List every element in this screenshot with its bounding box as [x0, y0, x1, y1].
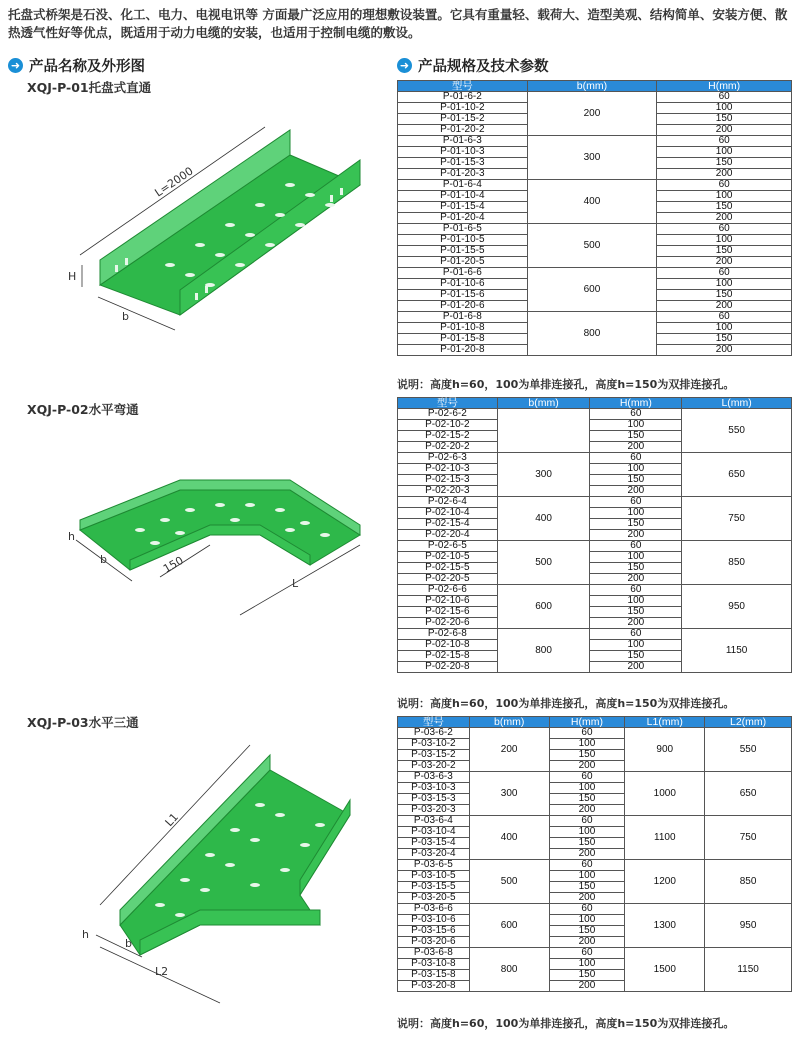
l-cell: 1150	[682, 629, 792, 673]
l1-cell: 1200	[625, 860, 705, 904]
model-cell: P-01-6-6	[398, 268, 528, 279]
arrow-right-icon: ➜	[397, 58, 412, 73]
table-row	[398, 585, 792, 596]
model-cell: P-03-6-2	[398, 728, 470, 739]
l1-cell: 1000	[625, 772, 705, 816]
model-cell: P-01-20-2	[398, 125, 528, 136]
height-cell: 60	[590, 497, 682, 508]
width-cell: 600	[527, 268, 657, 312]
dim-length-2: L2	[155, 965, 169, 978]
height-cell: 200	[657, 169, 792, 180]
dim-height: h	[82, 928, 89, 941]
section-specs	[397, 55, 549, 76]
horizontal-elbow-figure	[60, 475, 380, 620]
dim-height: H	[68, 270, 77, 283]
table-row	[398, 497, 792, 508]
model-cell: P-02-15-5	[398, 563, 498, 574]
height-cell: 200	[590, 662, 682, 673]
width-cell: 400	[497, 497, 590, 541]
model-cell: P-02-15-6	[398, 607, 498, 618]
model-cell: P-01-15-3	[398, 158, 528, 169]
model-cell: P-03-20-3	[398, 805, 470, 816]
model-cell: P-01-20-6	[398, 301, 528, 312]
height-cell: 150	[657, 202, 792, 213]
height-cell: 100	[657, 191, 792, 202]
table-row	[398, 816, 792, 827]
model-cell: P-03-15-2	[398, 750, 470, 761]
height-cell: 100	[590, 640, 682, 651]
l1-cell: 1300	[625, 904, 705, 948]
model-cell: P-02-6-6	[398, 585, 498, 596]
model-cell: P-01-15-2	[398, 114, 528, 125]
height-cell: 150	[549, 882, 625, 893]
l1-cell: 900	[625, 728, 705, 772]
height-cell: 60	[590, 409, 682, 420]
height-cell: 150	[657, 114, 792, 125]
model-cell: P-01-10-8	[398, 323, 528, 334]
table-header-row	[398, 717, 792, 728]
height-cell: 100	[657, 235, 792, 246]
height-cell: 100	[549, 871, 625, 882]
model-cell: P-03-10-4	[398, 827, 470, 838]
header-b: b(mm)	[497, 398, 590, 409]
model-cell: P-01-15-5	[398, 246, 528, 257]
l-cell: 650	[682, 453, 792, 497]
product-label-02: XQJ-P-02水平弯通	[27, 402, 139, 417]
table2-note: 说明：高度h=60，100为单排连接孔，高度h=150为双排连接孔。	[397, 697, 735, 710]
table-header-row	[398, 398, 792, 409]
model-cell: P-02-15-4	[398, 519, 498, 530]
width-cell: 300	[527, 136, 657, 180]
width-cell: 200	[469, 728, 549, 772]
height-cell: 150	[549, 838, 625, 849]
model-cell: P-03-6-6	[398, 904, 470, 915]
height-cell: 200	[549, 893, 625, 904]
model-cell: P-03-15-4	[398, 838, 470, 849]
model-cell: P-01-6-4	[398, 180, 528, 191]
dim-length: L=2000	[152, 164, 196, 200]
width-cell: 800	[497, 629, 590, 673]
model-cell: P-03-6-3	[398, 772, 470, 783]
model-cell: P-02-10-3	[398, 464, 498, 475]
height-cell: 60	[549, 816, 625, 827]
height-cell: 150	[590, 651, 682, 662]
model-cell: P-03-20-6	[398, 937, 470, 948]
model-cell: P-02-20-8	[398, 662, 498, 673]
model-cell: P-02-6-5	[398, 541, 498, 552]
model-cell: P-03-15-8	[398, 970, 470, 981]
model-cell: P-01-15-6	[398, 290, 528, 301]
table-row	[398, 629, 792, 640]
model-cell: P-03-6-8	[398, 948, 470, 959]
model-cell: P-02-20-5	[398, 574, 498, 585]
model-cell: P-01-10-4	[398, 191, 528, 202]
header-model: 型号	[398, 717, 470, 728]
table3-note: 说明：高度h=60，100为单排连接孔，高度h=150为双排连接孔。	[397, 1017, 735, 1030]
height-cell: 100	[549, 827, 625, 838]
model-cell: P-03-10-2	[398, 739, 470, 750]
model-cell: P-01-6-3	[398, 136, 528, 147]
width-cell: 500	[527, 224, 657, 268]
width-cell: 800	[469, 948, 549, 992]
l2-cell: 650	[705, 772, 792, 816]
model-cell: P-02-15-2	[398, 431, 498, 442]
width-cell: 400	[527, 180, 657, 224]
height-cell: 60	[657, 92, 792, 103]
product-label-03: XQJ-P-03水平三通	[27, 715, 139, 730]
height-cell: 60	[657, 136, 792, 147]
height-cell: 60	[657, 312, 792, 323]
table-header-row	[398, 81, 792, 92]
height-cell: 200	[590, 442, 682, 453]
height-cell: 100	[657, 103, 792, 114]
model-cell: P-01-15-4	[398, 202, 528, 213]
l2-cell: 950	[705, 904, 792, 948]
height-cell: 200	[590, 618, 682, 629]
height-cell: 150	[549, 794, 625, 805]
model-cell: P-02-6-3	[398, 453, 498, 464]
spec-table-02	[397, 397, 792, 673]
height-cell: 100	[657, 279, 792, 290]
dim-width: b	[125, 937, 132, 950]
height-cell: 100	[590, 508, 682, 519]
model-cell: P-03-10-5	[398, 871, 470, 882]
dim-radius: 150	[161, 553, 186, 576]
height-cell: 60	[590, 541, 682, 552]
height-cell: 150	[590, 475, 682, 486]
model-cell: P-02-10-2	[398, 420, 498, 431]
width-cell: 300	[497, 453, 590, 497]
model-cell: P-03-15-3	[398, 794, 470, 805]
spec-table-03	[397, 716, 792, 992]
model-cell: P-03-10-8	[398, 959, 470, 970]
height-cell: 200	[657, 257, 792, 268]
dim-length: L	[292, 577, 299, 590]
table-row	[398, 728, 792, 739]
model-cell: P-03-10-3	[398, 783, 470, 794]
height-cell: 60	[657, 268, 792, 279]
height-cell: 200	[657, 345, 792, 356]
height-cell: 200	[590, 574, 682, 585]
height-cell: 60	[657, 224, 792, 235]
model-cell: P-01-20-5	[398, 257, 528, 268]
height-cell: 150	[549, 926, 625, 937]
table-row	[398, 948, 792, 959]
l1-cell: 1500	[625, 948, 705, 992]
model-cell: P-02-10-5	[398, 552, 498, 563]
height-cell: 100	[657, 323, 792, 334]
model-cell: P-02-10-4	[398, 508, 498, 519]
width-cell: 800	[527, 312, 657, 356]
width-cell: 600	[497, 585, 590, 629]
height-cell: 200	[549, 849, 625, 860]
header-model: 型号	[398, 81, 528, 92]
height-cell: 150	[549, 750, 625, 761]
height-cell: 150	[657, 158, 792, 169]
height-cell: 200	[549, 805, 625, 816]
height-cell: 60	[549, 904, 625, 915]
model-cell: P-03-20-2	[398, 761, 470, 772]
model-cell: P-02-20-6	[398, 618, 498, 629]
table-row	[398, 409, 792, 420]
model-cell: P-03-10-6	[398, 915, 470, 926]
l2-cell: 1150	[705, 948, 792, 992]
height-cell: 60	[657, 180, 792, 191]
table-row	[398, 772, 792, 783]
model-cell: P-01-6-8	[398, 312, 528, 323]
table-row	[398, 92, 792, 103]
table-row	[398, 224, 792, 235]
height-cell: 200	[657, 213, 792, 224]
dim-length-1: L1	[162, 810, 182, 830]
width-cell	[497, 409, 590, 453]
width-cell: 300	[469, 772, 549, 816]
height-cell: 150	[590, 431, 682, 442]
model-cell: P-01-10-2	[398, 103, 528, 114]
height-cell: 150	[657, 334, 792, 345]
height-cell: 100	[549, 739, 625, 750]
height-cell: 100	[549, 783, 625, 794]
l1-cell: 1100	[625, 816, 705, 860]
section-title-right: 产品规格及技术参数	[418, 59, 549, 75]
header-b: b(mm)	[527, 81, 657, 92]
model-cell: P-01-10-3	[398, 147, 528, 158]
model-cell: P-01-10-5	[398, 235, 528, 246]
header-b: b(mm)	[469, 717, 549, 728]
model-cell: P-02-15-8	[398, 651, 498, 662]
height-cell: 100	[590, 464, 682, 475]
height-cell: 150	[549, 970, 625, 981]
model-cell: P-02-20-3	[398, 486, 498, 497]
model-cell: P-02-6-2	[398, 409, 498, 420]
model-cell: P-01-20-3	[398, 169, 528, 180]
width-cell: 500	[497, 541, 590, 585]
height-cell: 150	[590, 519, 682, 530]
height-cell: 200	[549, 761, 625, 772]
model-cell: P-02-20-4	[398, 530, 498, 541]
l-cell: 550	[682, 409, 792, 453]
model-cell: P-03-15-6	[398, 926, 470, 937]
dim-width: b	[100, 553, 107, 566]
table-row	[398, 453, 792, 464]
height-cell: 200	[590, 486, 682, 497]
model-cell: P-02-10-6	[398, 596, 498, 607]
model-cell: P-03-15-5	[398, 882, 470, 893]
height-cell: 200	[590, 530, 682, 541]
width-cell: 600	[469, 904, 549, 948]
table-row	[398, 180, 792, 191]
header-h: H(mm)	[590, 398, 682, 409]
spec-table-01	[397, 80, 792, 356]
model-cell: P-01-6-2	[398, 92, 528, 103]
header-l2: L2(mm)	[705, 717, 792, 728]
height-cell: 60	[549, 948, 625, 959]
height-cell: 100	[590, 596, 682, 607]
l2-cell: 850	[705, 860, 792, 904]
model-cell: P-02-6-4	[398, 497, 498, 508]
table-row	[398, 541, 792, 552]
straight-tray-figure	[60, 125, 380, 340]
height-cell: 60	[590, 585, 682, 596]
width-cell: 200	[527, 92, 657, 136]
height-cell: 60	[549, 772, 625, 783]
header-model: 型号	[398, 398, 498, 409]
height-cell: 60	[549, 860, 625, 871]
height-cell: 60	[549, 728, 625, 739]
table-row	[398, 312, 792, 323]
model-cell: P-01-10-6	[398, 279, 528, 290]
height-cell: 100	[590, 420, 682, 431]
dim-width: b	[122, 310, 129, 323]
table1-note: 说明：高度h=60，100为单排连接孔，高度h=150为双排连接孔。	[397, 378, 735, 391]
height-cell: 150	[657, 246, 792, 257]
height-cell: 100	[549, 915, 625, 926]
model-cell: P-02-20-2	[398, 442, 498, 453]
table-row	[398, 860, 792, 871]
header-h: H(mm)	[549, 717, 625, 728]
model-cell: P-03-20-8	[398, 981, 470, 992]
height-cell: 60	[590, 629, 682, 640]
model-cell: P-01-15-8	[398, 334, 528, 345]
dim-height: h	[68, 530, 75, 543]
height-cell: 200	[549, 937, 625, 948]
height-cell: 150	[657, 290, 792, 301]
header-h: H(mm)	[657, 81, 792, 92]
model-cell: P-03-6-5	[398, 860, 470, 871]
height-cell: 200	[657, 125, 792, 136]
arrow-right-icon: ➜	[8, 58, 23, 73]
l-cell: 950	[682, 585, 792, 629]
height-cell: 100	[549, 959, 625, 970]
height-cell: 200	[657, 301, 792, 312]
table-row	[398, 268, 792, 279]
table-row	[398, 904, 792, 915]
height-cell: 200	[549, 981, 625, 992]
model-cell: P-03-6-4	[398, 816, 470, 827]
header-l1: L1(mm)	[625, 717, 705, 728]
horizontal-tee-figure	[60, 735, 380, 1015]
height-cell: 100	[590, 552, 682, 563]
height-cell: 100	[657, 147, 792, 158]
width-cell: 400	[469, 816, 549, 860]
header-l: L(mm)	[682, 398, 792, 409]
l-cell: 750	[682, 497, 792, 541]
l2-cell: 750	[705, 816, 792, 860]
height-cell: 150	[590, 607, 682, 618]
height-cell: 60	[590, 453, 682, 464]
intro-paragraph: 托盘式桥架是石没、化工、电力、电视电讯等 方面最广泛应用的理想敷设装置。它具有重量轻、载荷大、造型美观、结构简单、安装方便、散热透气性好等优点，既适用于动力电缆的安装，也适用于控制电缆的敷设。	[8, 7, 788, 40]
section-product-shapes	[8, 55, 145, 76]
l2-cell: 550	[705, 728, 792, 772]
model-cell: P-02-15-3	[398, 475, 498, 486]
model-cell: P-01-20-8	[398, 345, 528, 356]
height-cell: 150	[590, 563, 682, 574]
model-cell: P-03-20-5	[398, 893, 470, 904]
table-row	[398, 136, 792, 147]
model-cell: P-01-20-4	[398, 213, 528, 224]
model-cell: P-01-6-5	[398, 224, 528, 235]
width-cell: 500	[469, 860, 549, 904]
l-cell: 850	[682, 541, 792, 585]
product-label-01: XQJ-P-01托盘式直通	[27, 80, 152, 95]
model-cell: P-03-20-4	[398, 849, 470, 860]
section-title-left: 产品名称及外形图	[29, 59, 145, 75]
model-cell: P-02-10-8	[398, 640, 498, 651]
model-cell: P-02-6-8	[398, 629, 498, 640]
